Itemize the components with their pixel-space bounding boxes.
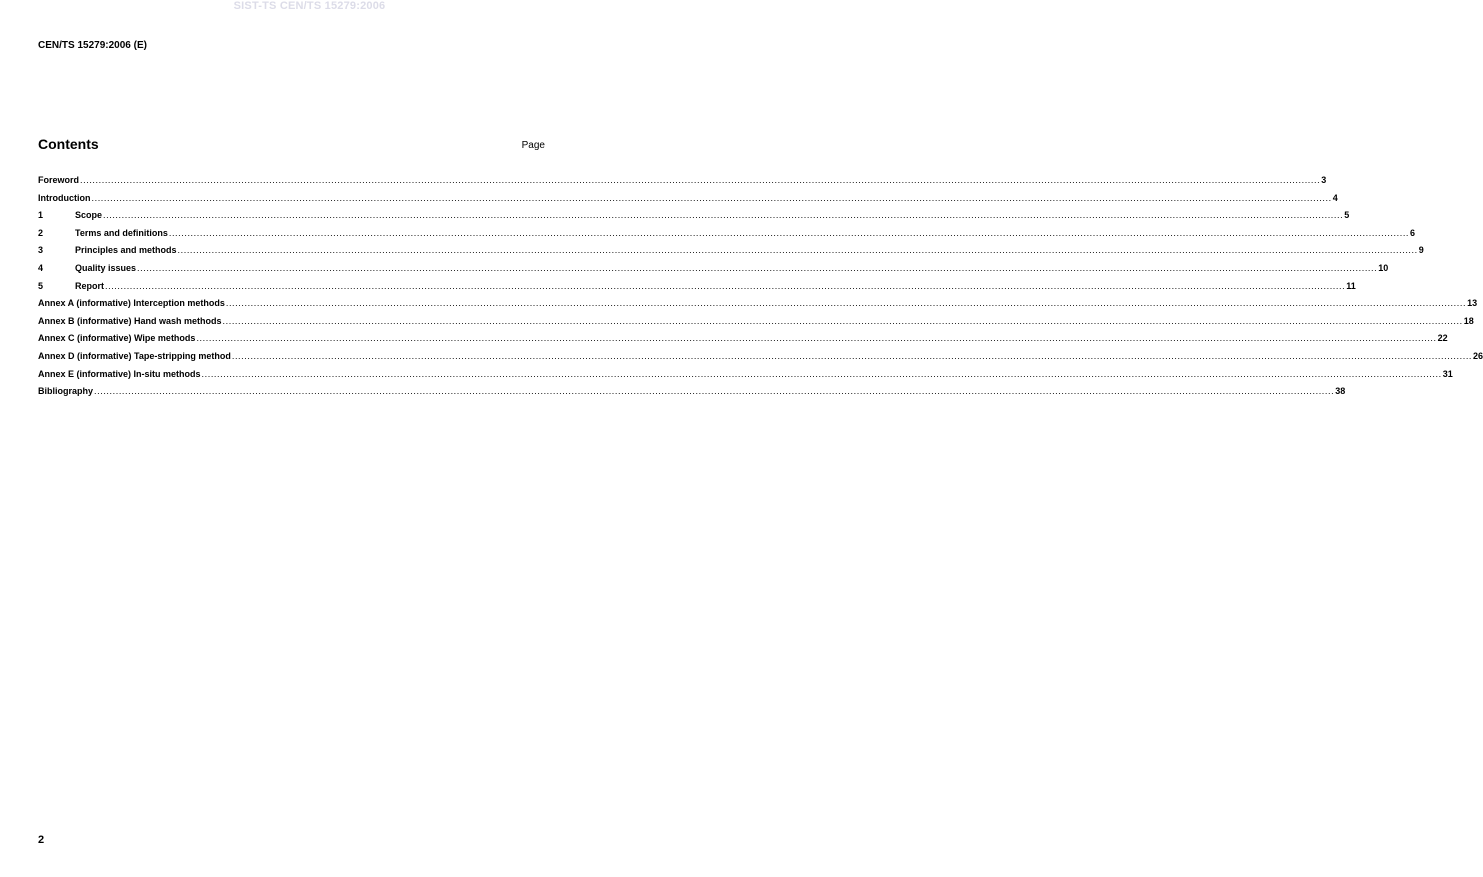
- toc-leader-dots: ................................................................................................................................................................................................................................................................................................................................................................................................................: [222, 315, 1463, 326]
- toc-entry-number: 2: [38, 227, 44, 238]
- toc-entry-title: Annex E (informative) In-situ methods: [38, 368, 201, 379]
- document-id: CEN/TS 15279:2006 (E): [38, 40, 147, 51]
- toc-entry[interactable]: [38, 210, 1350, 228]
- toc-leader-dots: ................................................................................................................................................................................................................................................................................................................................................................................................................: [231, 350, 1473, 361]
- toc-entry-page: 11: [1346, 280, 1356, 291]
- toc-entry-page: 38: [1335, 386, 1346, 397]
- toc-entry-page: 22: [1437, 333, 1448, 344]
- toc-entry[interactable]: [38, 280, 1356, 299]
- toc-leader-dots: ................................................................................................................................................................................................................................................................................................................................................................................................................: [91, 192, 1332, 203]
- toc-leader-dots: ................................................................................................................................................................................................................................................................................................................................................................................................................: [94, 386, 1335, 397]
- toc-entry-title: Report: [75, 280, 104, 291]
- toc-entry-title: Foreword: [38, 175, 80, 185]
- toc-entry-page: 4: [1332, 192, 1338, 203]
- toc-entry-title: Annex A (informative) Interception methods: [38, 298, 225, 309]
- toc-entry-page: 5: [1344, 210, 1350, 221]
- toc-leader-dots: ................................................................................................................................................................................................................................................................................................................................................................................................................: [196, 333, 1437, 344]
- toc-entry[interactable]: [38, 298, 1478, 316]
- toc-entry-page: 18: [1463, 315, 1474, 326]
- toc-entry-title: Quality issues: [75, 262, 137, 273]
- toc-entry[interactable]: [38, 315, 1474, 334]
- contents-heading: Contents: [38, 136, 99, 152]
- toc-entry[interactable]: [38, 192, 1338, 211]
- toc-leader-dots: ................................................................................................................................................................................................................................................................................................................................................................................................................: [168, 227, 1410, 238]
- toc-entry[interactable]: [38, 175, 1327, 193]
- toc-entry-number: 3: [38, 245, 44, 256]
- toc-entry-title: Scope: [75, 210, 103, 221]
- toc-entry-title: Introduction: [38, 192, 91, 203]
- toc-leader-dots: ................................................................................................................................................................................................................................................................................................................................................................................................................: [137, 262, 1378, 273]
- toc-entry[interactable]: [38, 245, 1424, 263]
- toc-entry[interactable]: [38, 386, 1346, 404]
- toc-entry-page: 26: [1473, 350, 1483, 361]
- toc-entry-title: Annex C (informative) Wipe methods: [38, 333, 196, 344]
- toc-entry[interactable]: [38, 333, 1448, 351]
- toc-entry-title: Bibliography: [38, 386, 94, 397]
- toc-entry-page: 6: [1410, 227, 1416, 238]
- toc-leader-dots: ................................................................................................................................................................................................................................................................................................................................................................................................................: [105, 280, 1346, 291]
- toc-entry[interactable]: [38, 368, 1453, 387]
- table-of-contents: [38, 175, 1483, 404]
- toc-leader-dots: ................................................................................................................................................................................................................................................................................................................................................................................................................: [201, 368, 1442, 379]
- toc-entry-page: 10: [1378, 262, 1389, 273]
- toc-entry[interactable]: [38, 227, 1416, 246]
- toc-entry-title: Principles and methods: [75, 245, 177, 256]
- toc-entry[interactable]: [38, 350, 1483, 369]
- toc-entry-number: 4: [38, 262, 44, 273]
- toc-entry-number: 5: [38, 280, 44, 291]
- toc-entry-title: Annex D (informative) Tape-stripping method: [38, 350, 231, 361]
- toc-entry-page: 31: [1442, 368, 1453, 379]
- toc-entry[interactable]: [38, 262, 1389, 281]
- page-column-label: Page: [521, 140, 545, 151]
- toc-leader-dots: ................................................................................................................................................................................................................................................................................................................................................................................................................: [103, 210, 1344, 221]
- toc-leader-dots: ................................................................................................................................................................................................................................................................................................................................................................................................................: [80, 175, 1321, 185]
- toc-entry-title: Annex B (informative) Hand wash methods: [38, 315, 222, 326]
- toc-entry-page: 3: [1321, 175, 1327, 185]
- toc-leader-dots: ................................................................................................................................................................................................................................................................................................................................................................................................................: [177, 245, 1418, 256]
- toc-entry-number: 1: [38, 210, 44, 221]
- toc-entry-page: 9: [1418, 245, 1424, 256]
- watermark: SIST-TS CEN/TS 15279:2006: [233, 0, 386, 12]
- page-number: 2: [38, 834, 45, 846]
- toc-entry-page: 13: [1467, 298, 1478, 309]
- toc-leader-dots: ................................................................................................................................................................................................................................................................................................................................................................................................................: [225, 298, 1467, 309]
- toc-entry-title: Terms and definitions: [75, 227, 168, 238]
